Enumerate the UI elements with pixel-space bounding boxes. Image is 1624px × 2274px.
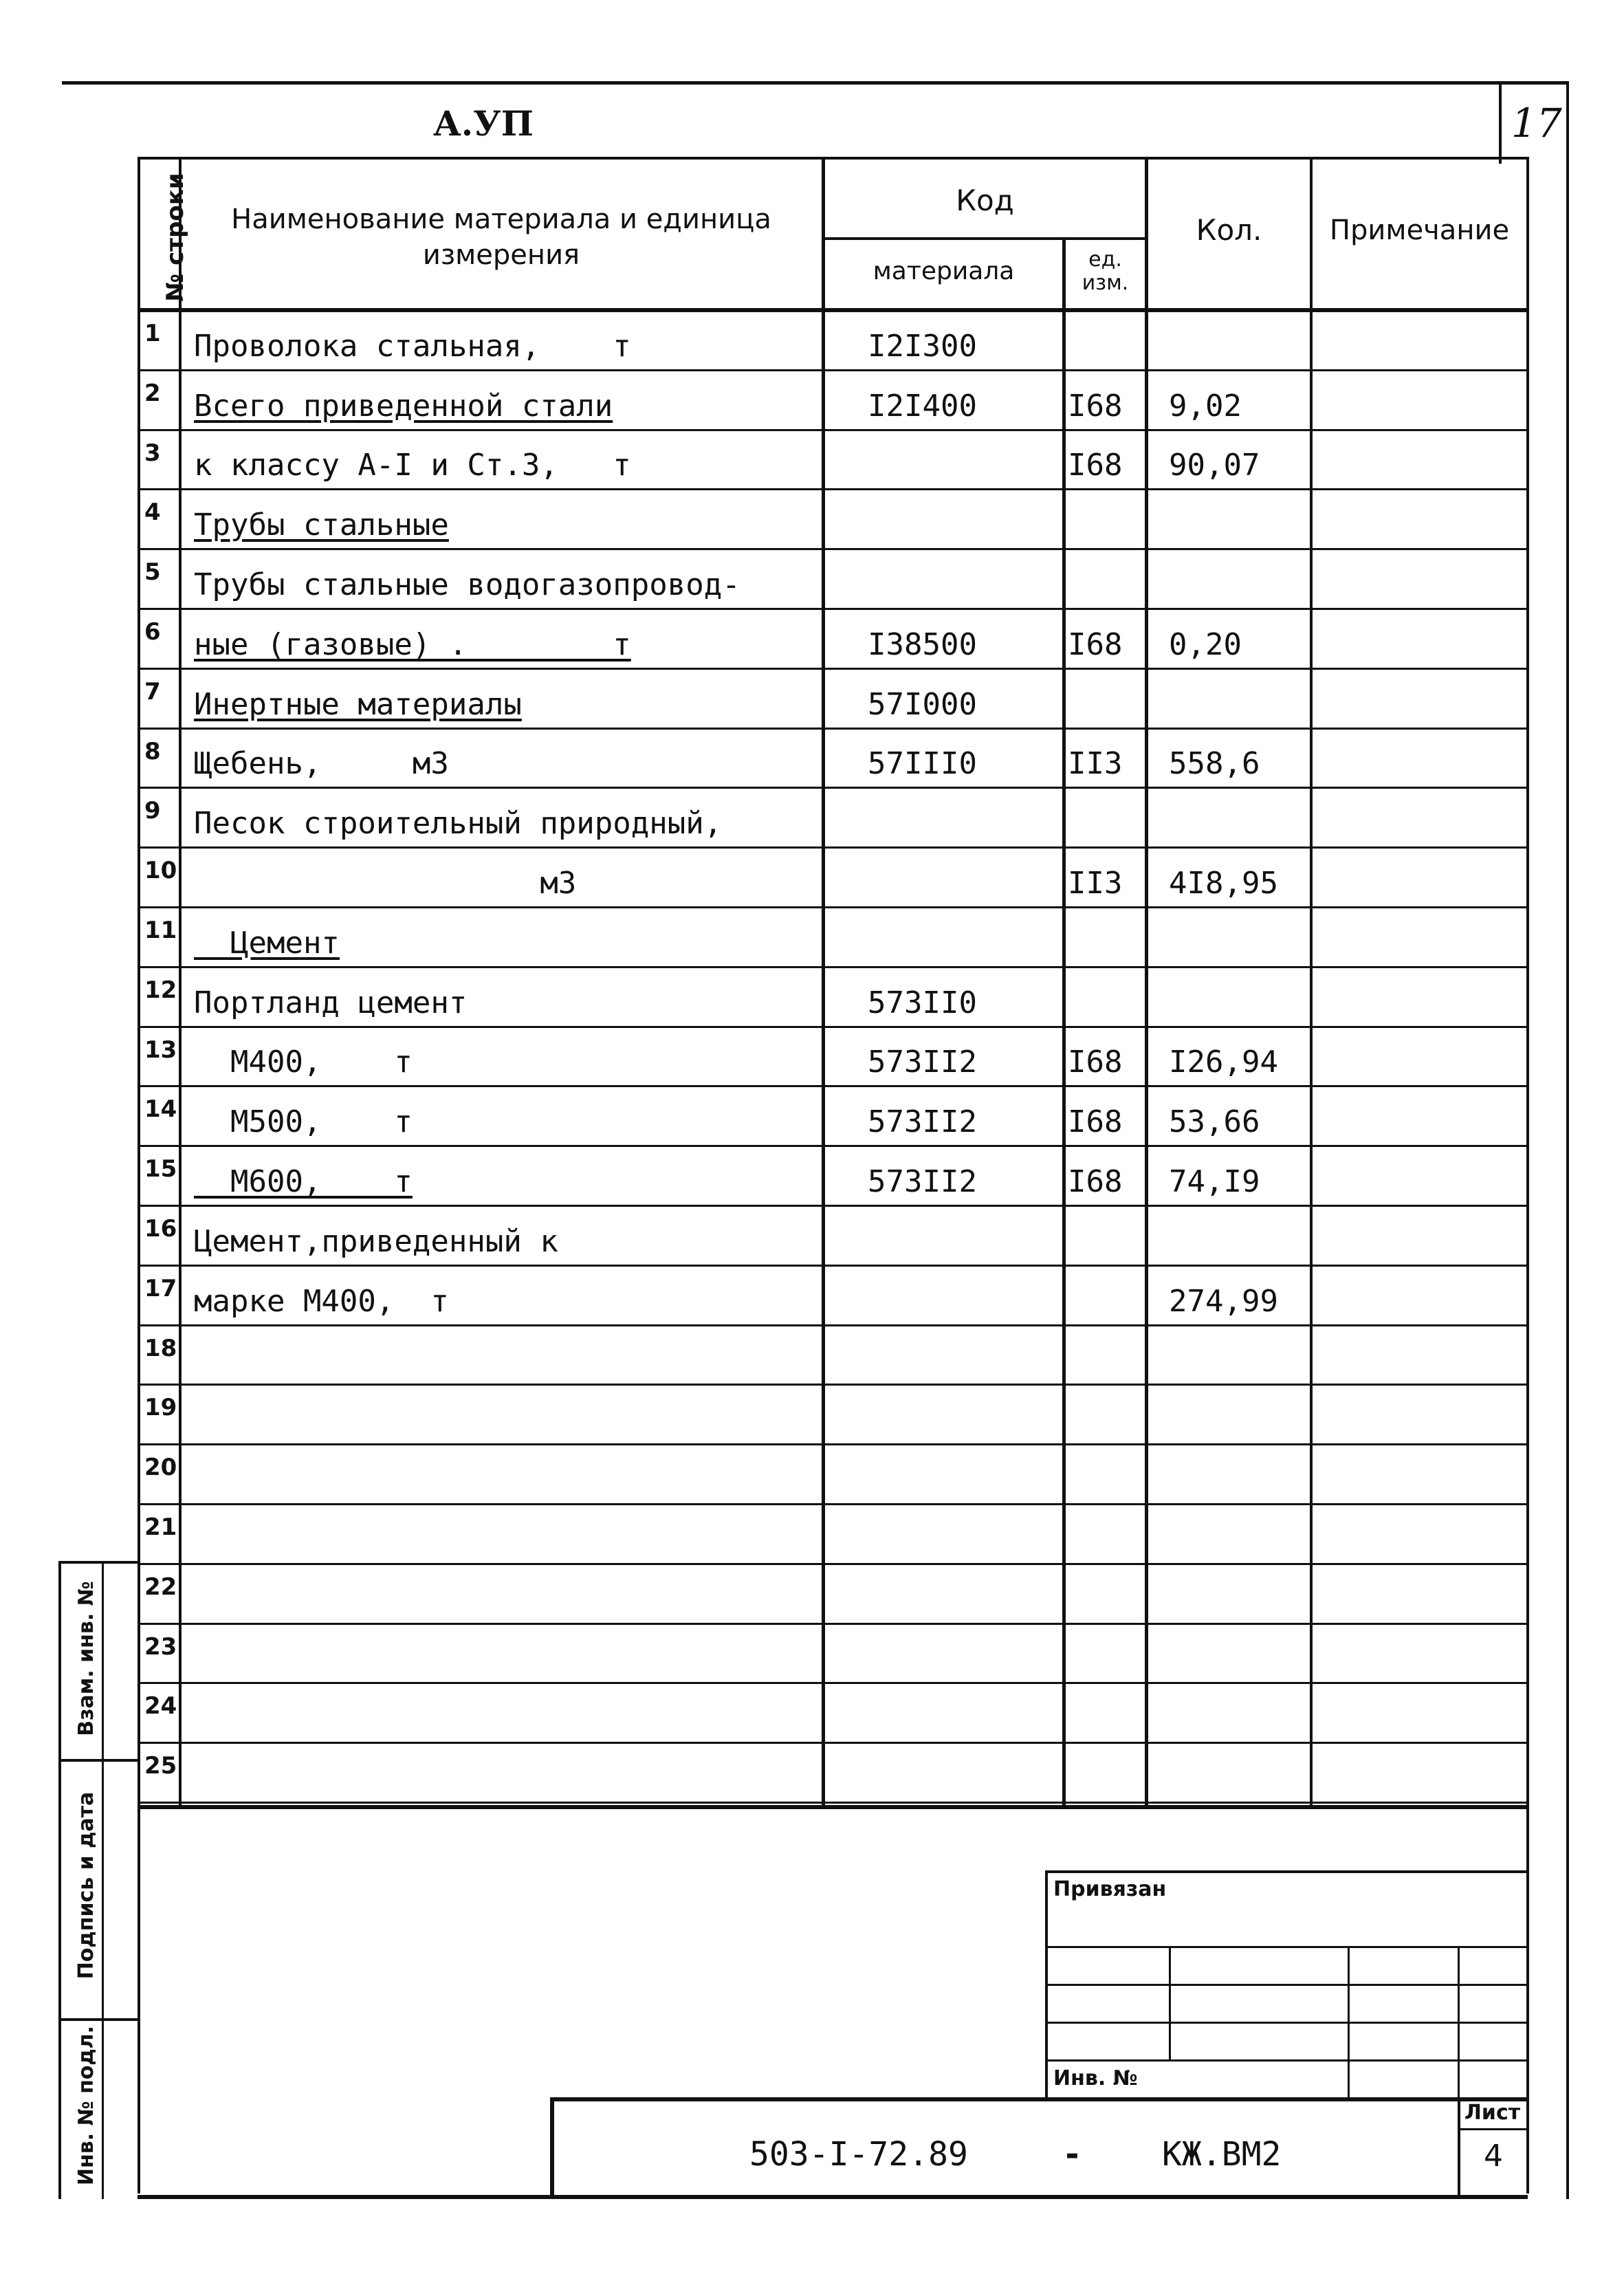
stamp-inv-orig: Инв. № подл. [74,2025,98,2186]
row-quantity: 0,20 [1169,626,1242,662]
row-name: Трубы стальные [194,507,449,543]
row-number: 24 [144,1692,177,1720]
table-row [0,611,1624,670]
row-number: 16 [144,1215,177,1243]
row-separator [140,1265,1528,1267]
row-name: Трубы стальные водогазопровод- [194,567,740,602]
table-row [0,1386,1624,1446]
row-separator [140,1085,1528,1087]
table-row [0,1088,1624,1148]
header-code-unit: ед. изм. [1082,248,1129,295]
table-body-bottom-line [140,1805,1528,1809]
row-number: 21 [144,1513,177,1541]
header-qty: Кол. [1196,213,1262,247]
table-row [0,1745,1624,1804]
bind-line-1 [1045,1946,1528,1948]
row-separator [140,1026,1528,1028]
row-unit-code: I68 [1068,388,1123,424]
table-row [0,1207,1624,1267]
row-name: М500, т [194,1104,413,1140]
row-name: Проволока стальная, т [194,328,631,364]
row-name: ные (газовые) . т [194,626,631,662]
table-row [0,432,1624,492]
row-number: 2 [144,379,161,407]
row-number: 11 [144,917,177,944]
row-quantity: 558,6 [1169,746,1260,782]
table-row [0,849,1624,909]
row-unit-code: I68 [1068,1104,1123,1140]
table-row [0,551,1624,611]
row-material-code: I38500 [868,626,977,662]
row-number: 15 [144,1155,177,1183]
row-name: м3 [194,865,577,901]
row-name: марке М400, т [194,1283,449,1319]
table-row [0,312,1624,372]
row-separator [140,906,1528,908]
row-separator [140,1623,1528,1625]
table-top-line [138,157,1528,160]
row-number: 13 [144,1036,177,1064]
row-quantity: 90,07 [1169,448,1260,483]
header-code-material: материала [873,257,1015,285]
stamp-left-line [58,1561,61,2199]
footer-sheet-value: 4 [1484,2139,1503,2174]
row-separator [140,1802,1528,1804]
row-separator [140,846,1528,849]
row-quantity: I26,94 [1169,1045,1278,1080]
row-number: 4 [144,499,161,527]
table-row [0,1506,1624,1566]
row-unit-code: II3 [1068,746,1123,782]
row-material-code: I2I400 [868,388,977,424]
row-material-code: 573II2 [868,1104,977,1140]
row-number: 3 [144,439,161,467]
table-row [0,1029,1624,1089]
table-row [0,969,1624,1029]
corner-divider [1499,81,1502,164]
row-separator [140,1145,1528,1147]
header-name: Наименование материала и единица измерения [231,204,771,271]
row-separator [140,1324,1528,1326]
row-number: 22 [144,1573,177,1601]
row-separator [140,668,1528,670]
table-row [0,730,1624,790]
footer-doc-code: 503-I-72.89 [749,2135,968,2174]
row-name: М400, т [194,1045,413,1080]
row-quantity: 74,I9 [1169,1163,1260,1199]
row-number: 25 [144,1752,177,1780]
corner-sheet-number: 17 [1511,100,1562,146]
row-name: М600, т [194,1163,413,1199]
row-material-code: 573II2 [868,1163,977,1199]
row-number: 1 [144,320,161,347]
stamp-signature-date: Подпись и дата [74,1791,98,1980]
table-row [0,1626,1624,1685]
page-title: А.УП [433,103,534,144]
row-quantity: 9,02 [1169,388,1242,424]
row-separator [140,429,1528,431]
bind-col-1 [1169,1946,1171,2059]
row-material-code: 57I000 [868,686,977,722]
titleblock-top-line [550,2097,1528,2101]
row-separator [140,787,1528,789]
row-unit-code: I68 [1068,448,1123,483]
header-code: Код [956,184,1014,217]
table-row [0,1148,1624,1207]
row-separator [140,369,1528,371]
row-quantity: 4I8,95 [1169,865,1278,901]
row-material-code: 573II2 [868,1045,977,1080]
row-separator [140,966,1528,968]
header-note: Примечание [1329,215,1510,246]
table-row [0,1566,1624,1626]
row-name: Цемент,приведенный к [194,1223,558,1259]
row-separator [140,1205,1528,1207]
row-number: 14 [144,1095,177,1124]
row-number: 19 [144,1394,177,1422]
titleblock-bottom-line [138,2195,1528,2199]
bind-attached-label: Привязан [1053,1877,1167,1901]
row-unit-code: II3 [1068,865,1123,901]
table-row [0,789,1624,849]
row-unit-code: I68 [1068,626,1123,662]
table-row [0,1267,1624,1327]
row-number: 9 [144,797,161,825]
row-separator [140,608,1528,610]
header-row-no: № строки [162,173,189,302]
row-unit-code: I68 [1068,1163,1123,1199]
row-separator [140,1563,1528,1565]
table-row [0,670,1624,730]
row-number: 10 [144,857,177,885]
row-unit-code: I68 [1068,1045,1123,1080]
bind-top-line [1045,1870,1528,1873]
bind-line-2 [1045,1984,1528,1986]
row-name: Портланд цемент [194,985,468,1020]
row-name: Песок строительный природный, [194,806,723,842]
row-separator [140,1503,1528,1505]
code-split-line [822,237,1146,240]
row-quantity: 53,66 [1169,1104,1260,1140]
row-number: 6 [144,618,161,646]
row-name: Щебень, м3 [194,746,449,782]
table-row [0,909,1624,969]
row-number: 5 [144,558,161,587]
row-number: 12 [144,976,177,1004]
row-name: Инертные материалы [194,686,522,722]
footer-sheet-label: Лист [1464,2101,1521,2125]
row-name: Всего приведенной стали [194,388,613,424]
row-material-code: I2I300 [868,328,977,364]
table-row [0,1327,1624,1387]
table-row [0,1685,1624,1745]
titleblock-left-line [550,2097,554,2199]
footer-dash: - [1062,2135,1082,2174]
row-separator [140,1682,1528,1684]
bind-inv-label: Инв. № [1053,2066,1138,2090]
row-name: к классу А-I и Ст.3, т [194,448,631,483]
row-number: 8 [144,737,161,765]
row-separator [140,488,1528,490]
row-name: Цемент [194,925,340,961]
table-row [0,491,1624,551]
bind-line-4 [1045,2059,1528,2062]
row-separator [140,728,1528,730]
bind-col-2 [1348,1946,1350,2097]
footer-mark: КЖ.ВМ2 [1162,2135,1282,2174]
table-row [0,1446,1624,1506]
bind-line-3 [1045,2022,1528,2024]
titleblock-sheet-label-line [1458,2128,1528,2130]
row-material-code: 57III0 [868,746,977,782]
row-separator [140,548,1528,550]
row-material-code: 573II0 [868,985,977,1020]
table-row [0,372,1624,432]
row-number: 20 [144,1454,177,1482]
row-number: 23 [144,1632,177,1661]
bind-col-3 [1458,1946,1460,2097]
row-separator [140,1742,1528,1744]
titleblock-sheet-divider [1458,2097,1460,2199]
row-number: 18 [144,1334,177,1362]
stamp-replace-inv: Взам. инв. № [74,1581,98,1736]
row-number: 17 [144,1274,177,1302]
row-quantity: 274,99 [1169,1283,1278,1319]
row-separator [140,1443,1528,1445]
row-number: 7 [144,677,161,706]
top-border [62,81,1568,85]
row-separator [140,1384,1528,1386]
